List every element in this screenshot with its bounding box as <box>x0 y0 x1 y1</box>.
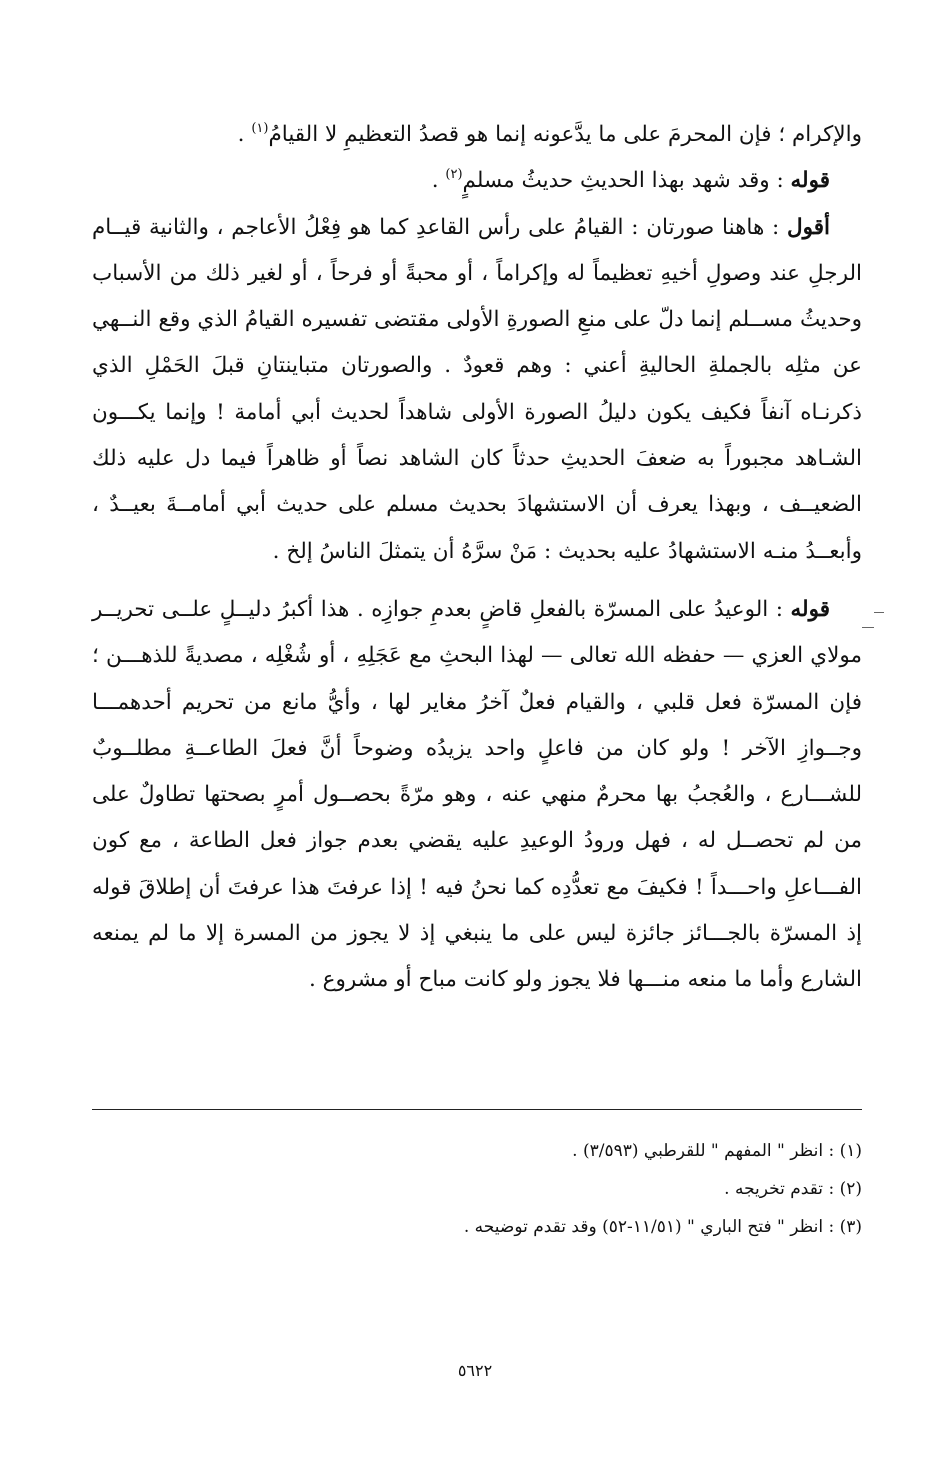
paragraph-3-lead: أقول <box>787 214 830 240</box>
paragraph-3-text: : هاهنا صورتان : القيامُ على رأس القاعدِ كما هو فِعْلُ الأعاجم ، والثانية قيــام الرجلِ عند وصولِ أخيهِ تعظيماً له وإكراماً ، أو محبةً أو فرحاً ، أو لغير ذلك من الأسباب وحديثُ مســلم إنما دلّ على منعِ الصورةِ الأولى مقتضى تفسيره القيامُ الذي وقع النــهي عن مثلِه بالجملةِ الحاليةِ أعني : وهم قعودٌ . والصورتان متباينتانِ قبلَ الحَمْلِ الذي ذكرنـاه آنفاً فكيف يكون دليلُ الصورة الأولى شاهداً لحديث أبي أمامة ! وإنما يكـــون الشـاهد مجبوراً به ضعفَ الحديثِ حدثاً كان الشاهد نصاً أو ظاهراً فيما دل عليه ذلك الضعيــف ، وبهذا يعرف أن الاستشهادَ بحديث مسلم على حديث أبي أمامــةَ بعيــدٌ ، وأبعــدُ منـه الاستشهادُ عليه بحديث : مَنْ سرَّهُ أن يتمثلَ الناسُ إلخ . <box>92 214 862 564</box>
paragraph-1 <box>92 112 862 158</box>
footnote-3: (٣) : انظر " فتح الباري " (١١/٥١-٥٢) وقد تقدم توضيحه . <box>463 1217 862 1237</box>
paragraph-1-tail: . <box>237 122 252 147</box>
page-number: ٥٦٢٢ <box>457 1361 493 1380</box>
footnote-ref-2: (٢) <box>445 167 463 183</box>
footnotes <box>92 1132 862 1246</box>
paragraph-2-text: : وقد شهد بهذا الحديثِ حديثُ مسلمٍ <box>462 168 791 194</box>
margin-mark <box>862 627 874 628</box>
paragraph-2 <box>92 158 862 204</box>
paragraph-1-text: والإكرام ؛ فإن المحرمَ على ما يدَّعونه إنما هو قصدُ التعظيمِ لا القيامُ <box>268 122 862 147</box>
paragraph-4-text: : الوعيدُ على المسرّة بالفعلِ قاضٍ بعدمِ جوازِه . هذا أكبرُ دليــلٍ علــى تحريــر مولاي العزي — حفظه الله تعالى — لهذا البحثِ مع عَجَلِهِ ، أو شُغْلِه ، مصديةً للذهـــن ؛ فإن المسرّة فعل قلبي ، والقيام فعلٌ آخرُ مغاير لها ، وأيُّ مانع من تحريم أحدهمـــا وجــوازِ الآخر ! ولو كان من فاعلٍ واحد يزيدُه وضوحاً أنَّ فعلَ الطاعــةِ مطلــوبٌ للشـــارع ، والعُجبُ بها محرمٌ منهي عنه ، وهو مرّةً بحصــول أمرٍ بصحتها تطاولٌ على من لم تحصــل له ، فهل ورودُ الوعيدِ عليه يقضي بعدم جواز فعل الطاعة ، مع كون الفـــاعلِ واحـــداً ! فكيفَ مع تعدُّدِه كما نحنُ فيه ! إذا عرفتَ هذا عرفتَ أن إطلاقَ قوله إذ المسرّة بالجـــائز جائزة ليس على ما ينبغي إذ لا يجوز من المسرة إلا ما لم يمنعه الشارع وأما ما منعه منـــها فلا يجوز ولو كانت مباح أو مشروع . <box>92 596 862 993</box>
footnote-1: (١) : انظر " المفهم " للقرطبي (٣/٥٩٣) . <box>572 1141 862 1161</box>
footnote-separator <box>92 1109 862 1110</box>
paragraph-4 <box>92 587 862 1004</box>
paragraph-3 <box>92 205 862 575</box>
paragraph-2-tail: . <box>431 168 446 194</box>
footnote-2: (٢) : تقدم تخريجه . <box>724 1179 862 1199</box>
main-text <box>92 112 862 1004</box>
paragraph-2-lead: قوله <box>790 168 830 194</box>
paragraph-4-lead: قوله <box>790 596 830 622</box>
margin-mark <box>874 612 884 613</box>
footnote-ref-1: (١) <box>251 121 269 136</box>
